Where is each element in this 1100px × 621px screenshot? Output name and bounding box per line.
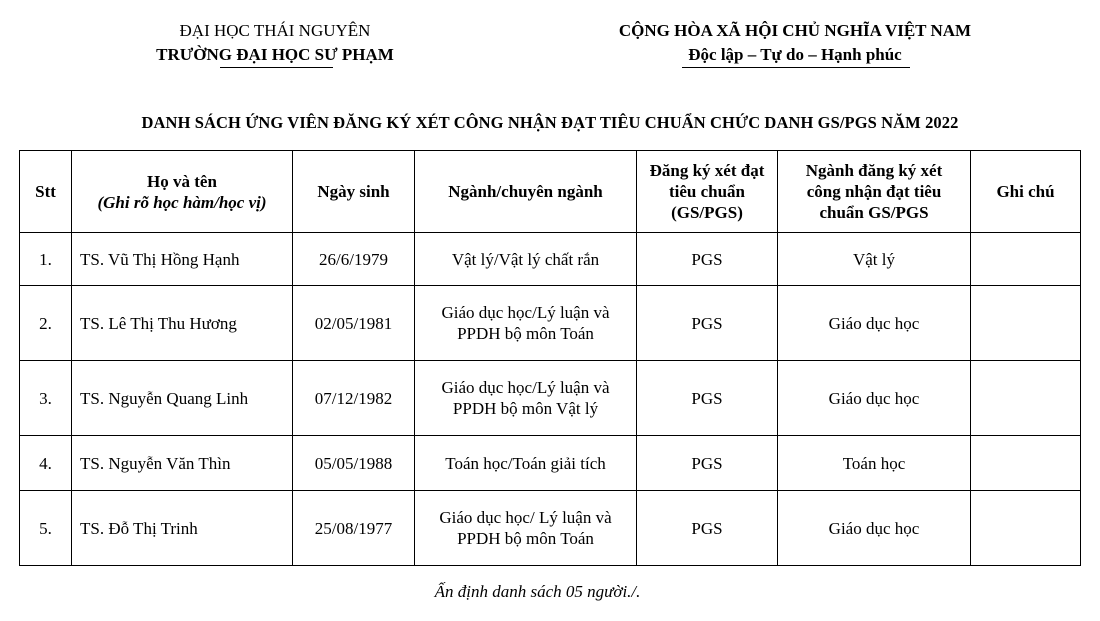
cell-name: TS. Nguyễn Quang Linh (72, 361, 293, 436)
header-dob: Ngày sinh (293, 151, 415, 233)
cell-register: PGS (637, 491, 778, 566)
header-recognition-line1: Ngành đăng ký xét (805, 161, 943, 180)
header-register-line3: (GS/PGS) (671, 203, 743, 222)
cell-recognition: Giáo dục học (778, 286, 971, 361)
cell-recognition: Giáo dục học (778, 361, 971, 436)
motto-underline (682, 67, 910, 68)
cell-note (971, 436, 1081, 491)
cell-field-line2: PPDH bộ môn Vật lý (452, 399, 599, 418)
school-name-text: TRƯỜNG ĐẠI HỌC SƯ PHẠM (156, 45, 394, 64)
cell-name: TS. Nguyễn Văn Thìn (72, 436, 293, 491)
school-underline (220, 67, 333, 68)
cell-dob: 05/05/1988 (293, 436, 415, 491)
cell-field (415, 286, 637, 361)
footer-note: Ấn định danh sách 05 người./. (434, 582, 641, 601)
header-note: Ghi chú (971, 151, 1081, 233)
cell-field-line1: Giáo dục học/Lý luận và (441, 378, 610, 397)
cell-dob: 26/6/1979 (293, 233, 415, 286)
header-recognition (778, 151, 971, 233)
header-register-line1: Đăng ký xét đạt (649, 161, 765, 180)
national-header (585, 20, 1005, 68)
cell-note (971, 491, 1081, 566)
cell-field-line1: Giáo dục học/ Lý luận và (439, 508, 612, 527)
document-title: DANH SÁCH ỨNG VIÊN ĐĂNG KÝ XÉT CÔNG NHẬN ĐẠT TIÊU CHUẨN CHỨC DANH GS/PGS NĂM 2022 (141, 113, 959, 132)
cell-recognition: Vật lý (778, 233, 971, 286)
cell-register: PGS (637, 286, 778, 361)
cell-register: PGS (637, 361, 778, 436)
cell-note (971, 361, 1081, 436)
cell-stt: 3. (20, 361, 72, 436)
cell-stt: 5. (20, 491, 72, 566)
national-motto-text: Độc lập – Tự do – Hạnh phúc (688, 45, 902, 64)
table-header-row (20, 151, 1081, 233)
cell-name: TS. Lê Thị Thu Hương (72, 286, 293, 361)
header-register (637, 151, 778, 233)
cell-stt: 1. (20, 233, 72, 286)
header-name-line1: Họ và tên (147, 171, 217, 191)
header-stt: Stt (20, 151, 72, 233)
cell-note (971, 233, 1081, 286)
cell-field (415, 361, 637, 436)
university-name: ĐẠI HỌC THÁI NGUYÊN (179, 21, 371, 40)
table-row (20, 286, 1081, 361)
header-register-line2: tiêu chuẩn (668, 182, 746, 201)
national-motto (585, 42, 1005, 68)
cell-stt: 2. (20, 286, 72, 361)
cell-field-line2: PPDH bộ môn Toán (457, 324, 594, 343)
cell-dob: 25/08/1977 (293, 491, 415, 566)
cell-field (415, 233, 637, 286)
table-row (20, 436, 1081, 491)
institution-header (120, 20, 430, 68)
candidate-table (19, 150, 1081, 566)
table-row (20, 491, 1081, 566)
header-recognition-line3: chuẩn GS/PGS (819, 203, 929, 222)
cell-name: TS. Đỗ Thị Trinh (72, 491, 293, 566)
header-recognition-line2: công nhận đạt tiêu (806, 182, 942, 201)
cell-field-line1: Toán học/Toán giải tích (445, 453, 606, 473)
header-name (72, 151, 293, 233)
cell-field-line1: Vật lý/Vật lý chất rắn (451, 249, 600, 269)
cell-field-line1: Giáo dục học/Lý luận và (441, 303, 610, 322)
cell-stt: 4. (20, 436, 72, 491)
cell-dob: 02/05/1981 (293, 286, 415, 361)
school-name (120, 42, 430, 68)
cell-recognition: Toán học (778, 436, 971, 491)
cell-register: PGS (637, 233, 778, 286)
cell-note (971, 286, 1081, 361)
cell-field-line2: PPDH bộ môn Toán (457, 529, 594, 548)
cell-dob: 07/12/1982 (293, 361, 415, 436)
cell-recognition: Giáo dục học (778, 491, 971, 566)
header-field: Ngành/chuyên ngành (415, 151, 637, 233)
cell-field (415, 491, 637, 566)
table-row (20, 361, 1081, 436)
cell-field (415, 436, 637, 491)
header-name-line2: (Ghi rõ học hàm/học vị) (97, 192, 267, 212)
cell-register: PGS (637, 436, 778, 491)
national-title: CỘNG HÒA XÃ HỘI CHỦ NGHĨA VIỆT NAM (618, 21, 972, 40)
cell-name: TS. Vũ Thị Hồng Hạnh (72, 233, 293, 286)
table-row (20, 233, 1081, 286)
